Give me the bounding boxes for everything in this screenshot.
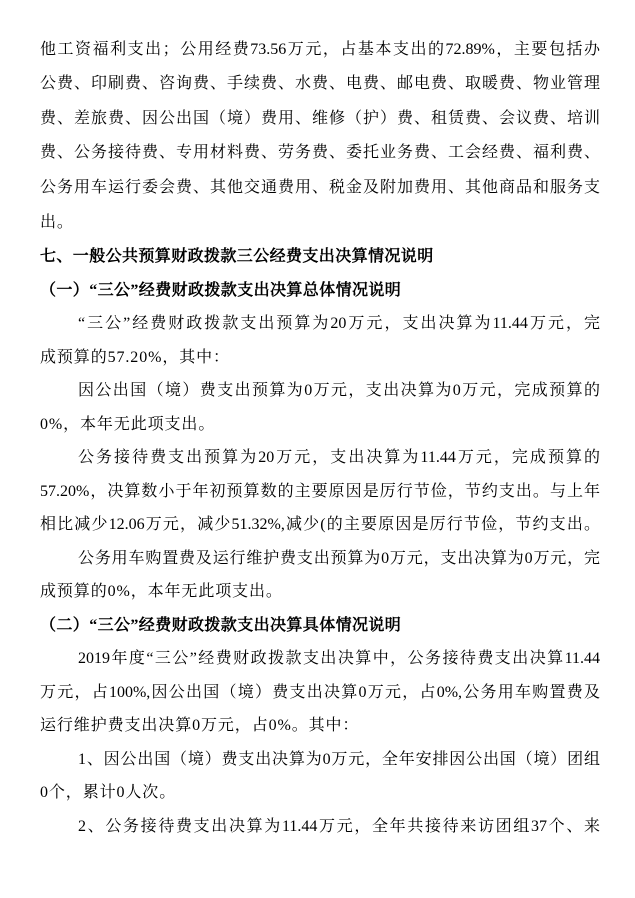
paragraph-line: 公务用车购置费及运行维护费支出预算为0万元，支出决算为0万元，完	[78, 549, 600, 567]
paragraph-line: 因公出国（境）费支出预算为0万元，支出决算为0万元，完成预算的	[78, 382, 600, 400]
section-heading: 七、一般公共预算财政拨款三公经费支出决算情况说明	[40, 248, 434, 266]
paragraph	[0, 642, 635, 743]
paragraph	[0, 542, 635, 609]
paragraph-line: 公务用车运行委会费、其他交通费用、税金及附加费用、其他商品和服务支	[40, 179, 600, 197]
paragraph-line: 0个，累计0人次。	[40, 784, 177, 802]
paragraph-line: 成预算的57.20%，其中：	[40, 348, 230, 366]
paragraph-line: 1、因公出国（境）费支出决算为0万元，全年安排因公出国（境）团组	[78, 750, 600, 768]
paragraph-line: 57.20%，决算数小于年初预算数的主要原因是厉行节俭，节约支出。与上年	[40, 482, 600, 500]
paragraph-line: 0%，本年无此项支出。	[40, 415, 216, 433]
paragraph	[0, 374, 635, 441]
paragraph	[0, 441, 635, 542]
paragraph-line: 公务接待费支出预算为20万元，支出决算为11.44万元，完成预算的	[78, 449, 600, 467]
subsection-heading: （二）“三公”经费财政拨款支出决算具体情况说明	[40, 616, 402, 634]
paragraph	[0, 307, 635, 374]
paragraph-line: “三公”经费财政拨款支出预算为20万元，支出决算为11.44万元，完	[78, 315, 600, 333]
paragraph-line: 公费、印刷费、咨询费、手续费、水费、电费、邮电费、取暖费、物业管理	[40, 75, 600, 93]
paragraph	[0, 810, 635, 844]
paragraph-line: 费、差旅费、因公出国（境）费用、维修（护）费、租赁费、会议费、培训	[40, 109, 600, 127]
paragraph-line: 他工资福利支出；公用经费73.56万元，占基本支出的72.89%，主要包括办	[40, 40, 600, 58]
paragraph-line: 运行维护费支出决算0万元，占0%。其中：	[40, 717, 360, 735]
paragraph-line: 费、公务接待费、专用材料费、劳务费、委托业务费、工会经费、福利费、	[40, 144, 600, 162]
paragraph-line: 成预算的0%，本年无此项支出。	[40, 583, 283, 601]
paragraph-continued	[0, 33, 635, 241]
subsection-heading: （一）“三公”经费财政拨款支出决算总体情况说明	[40, 281, 402, 299]
paragraph-line: 万元，占100%,因公出国（境）费支出决算0万元，占0%,公务用车购置费及	[40, 683, 600, 701]
paragraph-line: 2019年度“三公”经费财政拨款支出决算中，公务接待费支出决算11.44	[78, 650, 600, 668]
paragraph-line: 2、公务接待费支出决算为11.44万元，全年共接待来访团组37个、来	[78, 817, 600, 835]
paragraph-line: 相比减少12.06万元，减少51.32%,减少(的主要原因是厉行节俭，节约支出。	[40, 516, 600, 534]
paragraph-line: 出。	[40, 213, 74, 231]
paragraph	[0, 743, 635, 810]
